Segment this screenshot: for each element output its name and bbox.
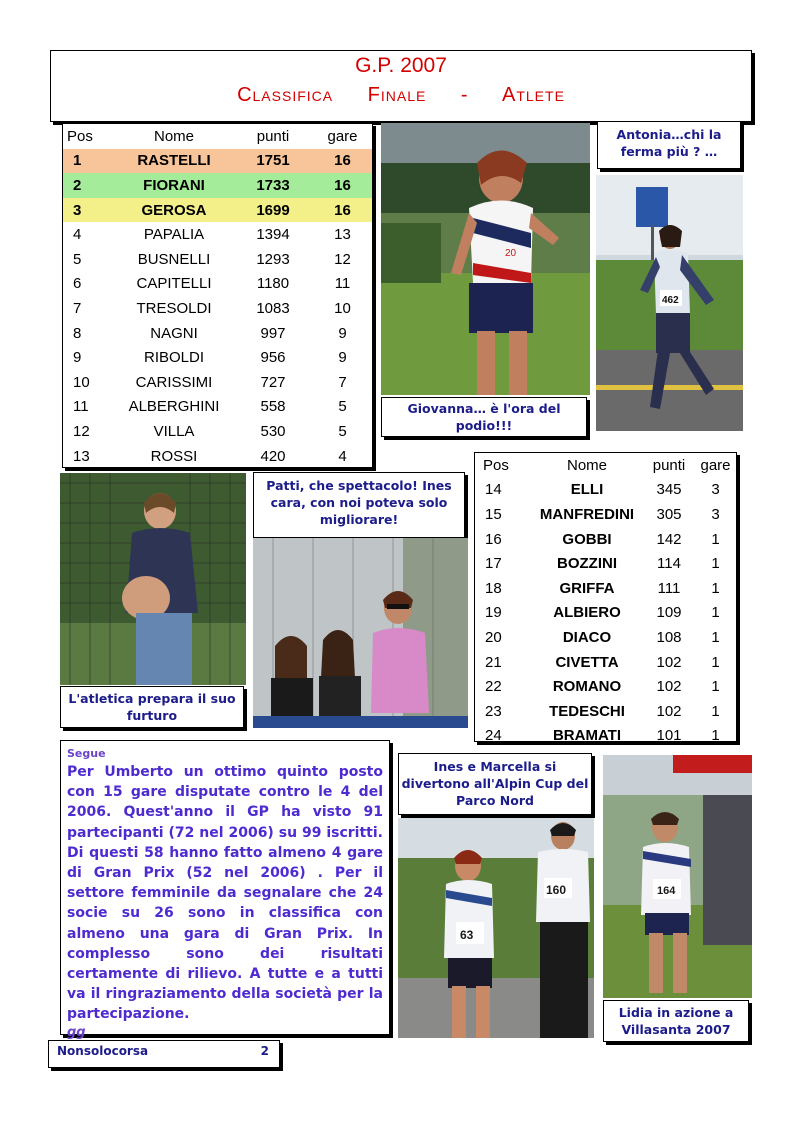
photo-antonia-image [596, 175, 743, 431]
table-row [475, 601, 736, 626]
cell-name: GRIFFA [559, 579, 615, 597]
caption-antonia: Antonia…chi la ferma più ? … [597, 121, 741, 169]
table-row [63, 149, 372, 174]
cell-gare: 3 [711, 481, 720, 499]
table-header-row [63, 124, 372, 149]
caption-atletica: L'atletica prepara il suo furturo [60, 686, 244, 728]
cell-punti: 109 [656, 604, 682, 622]
cell-name: TEDESCHI [549, 702, 625, 720]
cell-punti: 102 [656, 702, 682, 720]
cell-punti: 108 [656, 628, 682, 646]
cell-pos: 4 [73, 226, 82, 244]
cell-name: ALBERGHINI [128, 398, 220, 416]
ranking-table-bottom-grid [475, 453, 736, 748]
cell-name: BOZZINI [557, 555, 617, 573]
cell-punti: 305 [656, 505, 682, 523]
cell-name: FIORANI [143, 176, 205, 194]
cell-pos: 8 [73, 324, 82, 342]
table-row [63, 272, 372, 297]
article-body: Per Umberto un ottimo quinto posto con 15 gare disputate contro le 4 del 2006. Quest'anno il GP ha visto 91 partecipanti (72 nel 2006) su 99 iscritti. Di questi 58 hanno fatto almeno 4 gare di Gran Prix (52 nel 2006) . Per il settore femminile da segnalare che 24 socie su 26 sono in classifica con almeno una gara di Gran Prix. In complesso sono dei risultati certamente di rilievo. A tutte e a tutti va il ringraziamento della società per la partecipazione. [67, 764, 383, 1023]
cell-name: ALBIERO [553, 604, 621, 622]
cell-pos: 17 [485, 555, 502, 573]
cell-punti: 727 [260, 373, 286, 391]
cell-name: ELLI [570, 481, 604, 499]
cell-name: RASTELLI [137, 152, 211, 170]
cell-punti: 997 [260, 324, 286, 342]
cell-punti: 558 [260, 398, 286, 416]
header-punti: punti [652, 456, 686, 474]
cell-pos: 10 [73, 373, 90, 391]
header-gare: gare [327, 127, 358, 145]
photo-giovanna-image [381, 123, 590, 395]
bib-number: 462 [662, 295, 679, 306]
cell-gare: 16 [334, 201, 351, 219]
table-row [63, 395, 372, 420]
photo-ines-marcella-image [398, 818, 594, 1038]
table-row [475, 478, 736, 503]
cell-gare: 10 [334, 299, 351, 317]
ranking-table-top-grid [63, 124, 372, 468]
caption-giovanna: Giovanna… è l'ora del podio!!! [381, 397, 587, 437]
cell-name: RIBOLDI [143, 349, 204, 367]
cell-punti: 530 [260, 422, 286, 440]
cell-gare: 11 [334, 275, 351, 293]
cell-pos: 3 [73, 201, 82, 219]
cell-name: CIVETTA [555, 653, 619, 671]
cell-name: CAPITELLI [136, 275, 212, 293]
cell-pos: 2 [73, 176, 82, 194]
cell-pos: 9 [73, 349, 82, 367]
cell-punti: 102 [656, 653, 682, 671]
table-row [63, 321, 372, 346]
cell-punti: 142 [656, 530, 682, 548]
table-row [63, 345, 372, 370]
cell-pos: 13 [73, 447, 90, 465]
header-pos: Pos [67, 127, 93, 145]
cell-pos: 21 [485, 653, 502, 671]
cell-pos: 22 [485, 678, 502, 696]
photo-patti-ines-image [253, 538, 468, 728]
cell-pos: 24 [485, 727, 502, 745]
cell-name: MANFREDINI [539, 505, 635, 523]
table-row [63, 419, 372, 444]
cell-gare: 4 [338, 447, 347, 465]
bib-number: 20 [505, 248, 517, 259]
cell-name: DIACO [562, 628, 612, 646]
article-kicker: Segue [67, 747, 106, 760]
cell-gare: 16 [334, 152, 351, 170]
cell-gare: 1 [711, 702, 720, 720]
photo-antonia [596, 175, 743, 431]
cell-pos: 12 [73, 422, 90, 440]
cell-punti: 102 [656, 678, 682, 696]
cell-name: PAPALIA [143, 226, 205, 244]
table-row [475, 724, 736, 749]
cell-name: GEROSA [141, 201, 207, 219]
table-row [475, 625, 736, 650]
table-row [63, 222, 372, 247]
cell-name: VILLA [153, 422, 195, 440]
caption-patti: Patti, che spettacolo! Ines cara, con noi poteva solo migliorare! [253, 472, 465, 538]
page-title: G.P. 2007 [355, 54, 447, 77]
cell-punti: 345 [656, 481, 682, 499]
cell-gare: 3 [711, 505, 720, 523]
cell-gare: 16 [334, 176, 351, 194]
caption-ines-marcella: Ines e Marcella si divertono all'Alpin Cup del Parco Nord [398, 753, 592, 815]
cell-name: ROSSI [150, 447, 198, 465]
cell-punti: 111 [657, 579, 681, 597]
cell-pos: 19 [485, 604, 502, 622]
table-row [475, 527, 736, 552]
cell-pos: 14 [485, 481, 502, 499]
photo-giovanna [381, 123, 590, 395]
cell-pos: 15 [485, 505, 502, 523]
ranking-table-bottom [474, 452, 737, 745]
cell-pos: 18 [485, 579, 502, 597]
cell-gare: 7 [338, 373, 347, 391]
table-row [63, 247, 372, 272]
table-row [475, 551, 736, 576]
table-header-row [475, 453, 736, 478]
cell-name: ROMANO [552, 678, 622, 696]
photo-lidia [603, 755, 752, 998]
cell-gare: 1 [711, 653, 720, 671]
table-row [63, 198, 372, 223]
article-signature: gg [67, 1024, 86, 1040]
cell-gare: 1 [711, 678, 720, 696]
article-box [60, 740, 390, 1040]
cell-pos: 6 [73, 275, 82, 293]
cell-name: CARISSIMI [135, 373, 213, 391]
photo-lidia-image [603, 755, 752, 998]
cell-name: GOBBI [562, 530, 612, 548]
cell-punti: 1083 [256, 299, 290, 317]
cell-pos: 20 [485, 628, 502, 646]
publication-name: Nonsolocorsa [57, 1044, 149, 1058]
table-row [63, 173, 372, 198]
table-row [475, 674, 736, 699]
bib-number: 160 [546, 883, 567, 897]
cell-punti: 1293 [256, 250, 290, 268]
cell-gare: 1 [711, 530, 720, 548]
cell-name: BRAMATI [552, 727, 622, 745]
cell-name: BUSNELLI [137, 250, 211, 268]
table-row [475, 502, 736, 527]
cell-pos: 5 [73, 250, 82, 268]
cell-gare: 5 [338, 398, 347, 416]
bib-number: 63 [460, 928, 474, 942]
photo-atletica-image [60, 473, 246, 685]
footer [48, 1040, 280, 1068]
cell-gare: 12 [334, 250, 351, 268]
cell-punti: 101 [656, 727, 682, 745]
table-row [63, 444, 372, 469]
cell-name: TRESOLDI [136, 299, 212, 317]
cell-name: NAGNI [150, 324, 198, 342]
cell-gare: 1 [711, 579, 720, 597]
cell-punti: 114 [657, 555, 681, 573]
cell-punti: 1180 [256, 275, 290, 293]
cell-gare: 9 [338, 324, 347, 342]
header-pos: Pos [483, 456, 509, 474]
table-row [475, 576, 736, 601]
cell-gare: 1 [711, 727, 720, 745]
table-row [63, 296, 372, 321]
caption-lidia: Lidia in azione a Villasanta 2007 [603, 1000, 749, 1042]
ranking-table-top [62, 123, 373, 468]
header-punti: punti [256, 127, 290, 145]
bib-number: 164 [657, 885, 676, 897]
cell-pos: 16 [485, 530, 502, 548]
photo-atletica [60, 473, 246, 685]
cell-pos: 7 [73, 299, 82, 317]
cell-pos: 1 [73, 152, 82, 170]
table-row [475, 699, 736, 724]
cell-pos: 11 [73, 398, 89, 416]
page-subtitle: Classifica Finale - Atlete [237, 84, 565, 106]
cell-pos: 23 [485, 702, 502, 720]
header-nome: Nome [566, 456, 607, 474]
cell-punti: 1733 [256, 176, 290, 194]
cell-punti: 956 [260, 349, 286, 367]
cell-gare: 9 [338, 349, 347, 367]
cell-gare: 1 [711, 555, 720, 573]
table-row [475, 650, 736, 675]
cell-punti: 1394 [256, 226, 290, 244]
table-row [63, 370, 372, 395]
header-gare: gare [700, 456, 731, 474]
header-nome: Nome [153, 127, 194, 145]
cell-punti: 420 [260, 447, 286, 465]
page-number: 2 [260, 1044, 269, 1058]
cell-punti: 1751 [256, 152, 290, 170]
cell-gare: 1 [711, 628, 720, 646]
photo-patti-ines [253, 538, 468, 728]
cell-gare: 13 [334, 226, 351, 244]
cell-punti: 1699 [256, 201, 290, 219]
title-box [50, 50, 752, 122]
cell-gare: 5 [338, 422, 347, 440]
photo-ines-marcella [398, 818, 594, 1038]
cell-gare: 1 [711, 604, 720, 622]
